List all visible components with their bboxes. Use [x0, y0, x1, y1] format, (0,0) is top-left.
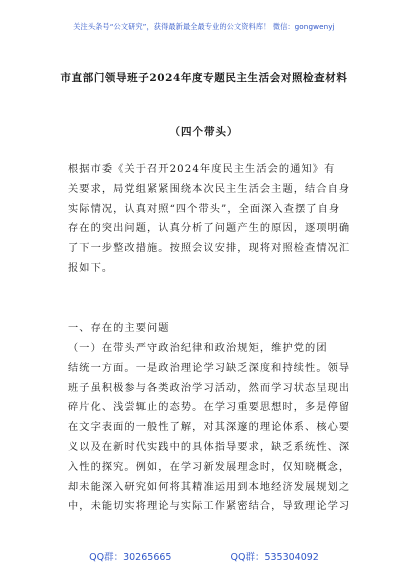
section-heading: [68, 319, 352, 339]
intro-paragraph: [68, 160, 352, 279]
text-line: （一）在带头严守政治纪律和政治规矩，维护党的团: [68, 343, 328, 354]
text-line: 却未能深入研究如何将其精准运用到本地经济发展规划之: [68, 481, 351, 493]
text-line: 碎片化、浅尝辄止的态势。在学习重要思想时，多是停留: [68, 402, 351, 414]
text-line: 中，未能切实将理论与实际工作紧密结合，导致理论学习: [68, 501, 351, 513]
text-line: 存在的突出问题，认真分析了问题产生的原因，逐项明确: [68, 223, 351, 235]
footer-contacts: [0, 549, 408, 563]
qq-group-1: QQ群：30265665: [89, 552, 172, 563]
text-line: 在文字表面的一般性了解，对其深邃的理论体系、核心要: [68, 422, 351, 434]
document-subtitle: （四个带头）: [169, 126, 239, 138]
text-line: 根据市委《关于召开2024年度民主生活会的通知》有: [68, 164, 336, 175]
text-line: 了下一步整改措施。按照会议安排，现将对照检查情况汇: [68, 243, 351, 255]
text-line: 义以及在新时代实践中的具体指导要求，缺乏系统性、深: [68, 441, 351, 453]
issue-paragraph: [68, 339, 352, 517]
promo-banner: 关注头条号“公文研究”，获得最新最全最专业的公文资料库！ 微信：gongwenyj: [73, 22, 335, 31]
document-title: 市直部门领导班子2024年度专题民主生活会对照检查材料: [60, 72, 348, 84]
text-line: 一、存在的主要问题: [68, 323, 170, 334]
text-line: 班子虽积极参与各类政治学习活动，然而学习状态呈现出: [68, 382, 351, 394]
qq-group-2: QQ群：535304092: [230, 552, 319, 563]
text-line: 结统一方面。一是政治理论学习缺乏深度和持续性。领导: [68, 362, 351, 374]
text-line: 实际情况，认真对照“四个带头”，全面深入查摆了自身: [68, 203, 341, 215]
text-line: 报如下。: [68, 262, 114, 274]
text-line: 关要求，局党组紧紧围绕本次民主生活会主题，结合自身: [68, 183, 351, 195]
text-line: 入性的探究。例如，在学习新发展理念时，仅知晓概念，: [68, 461, 351, 473]
